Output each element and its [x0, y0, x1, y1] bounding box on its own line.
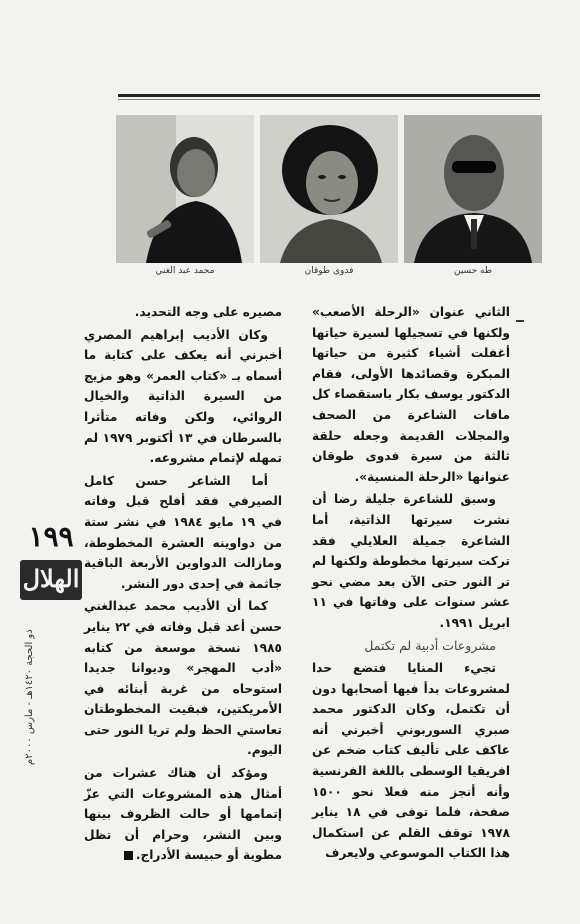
portrait-fadwa-tuqan-icon — [260, 115, 398, 263]
margin-mark — [516, 320, 524, 322]
article-column-right — [312, 302, 510, 866]
paragraph: أما الشاعر حسن كامل الصيرفي فقد أفلح قبل وفاته في ١٩ مايو ١٩٨٤ في نشر ستة من دواوينه العشرة المخطوطة، ومازالت الدواوين الأربعة الباقية جاثمة في إحدى دور النشر. — [84, 473, 282, 591]
photo-taha-hussein — [404, 115, 542, 263]
end-of-article-icon — [124, 851, 133, 860]
paragraph: الثاني عنوان «الرحلة الأصعب» ولكنها في تسجيلها لسيرة حياتها أغفلت أشياء كثيرة من حياتها المبكرة وقصائدها الأولى، فقام الدكتور يوسف بكار باستقصاء كل مافات الشاعرة من الصحف والمجلات القديمة وجعله حلقة ثالثة من سيرة فدوى طوقان عنوانها «الرحلة المنسية». — [312, 305, 510, 484]
caption-fadwa-tuqan: فدوى طوقان — [304, 266, 354, 276]
portrait-mohamed-abdelghani-icon — [116, 115, 254, 263]
caption-taha-hussein: طه حسين — [453, 266, 492, 276]
section-subheading: مشروعات أدبية لم تكتمل — [364, 637, 496, 653]
issue-date: ذو الحجة ١٤٢٠هـ - مارس ٢٠٠٠م — [24, 629, 35, 765]
paragraph-final — [84, 763, 282, 866]
page-number: ١٩٩ — [28, 520, 74, 553]
paragraph: وسبق للشاعرة جليلة رضا أن نشرت سيرتها الذاتية، أما الشاعرة جميلة العلايلي فقد تركت سيرتها مخطوطة ولكنها لم تر النور حتى الآن بعد مضي نحو عشر سنوات على وفاتها في ١١ ابريل ١٩٩١. — [312, 492, 510, 630]
paragraph-final-text: ومؤكد أن هناك عشرات من أمثال هذه المشروعات التي عزّ إتمامها أو حالت الظروف بينها وبين النشر، وحرام أن تظل مطوية أو حبيسة الأدراج. — [84, 766, 282, 863]
paragraph: تجيء المنايا فتضع حدا لمشروعات بدأ فيها أصحابها دون أن تكتمل، وكان الدكتور محمد صبري السوربوني أخبرني أنه عاكف على تأليف كتاب ضخم عن افريقيا الوسطى باللغة الفرنسية وأنه أنجز منه فعلا نحو ١٥٠٠ صفحة، فلما توفى في ١٨ يناير ١٩٧٨ توقف القلم عن استكمال هذا الكتاب الموسوعي ولايعرف — [312, 661, 510, 861]
header-rule-thin — [118, 99, 540, 100]
header-rule — [118, 94, 540, 97]
caption-mohamed-abdelghani: محمد عبد الغني — [155, 266, 215, 276]
paragraph: مصيره على وجه التحديد. — [134, 305, 282, 319]
paragraph: كما أن الأديب محمد عبدالغني حسن أعد قبل وفاته في ٢٢ يناير ١٩٨٥ نسخة موسعة من كتابه «أدب المهجر» وديوانا جديدا استوحاه من غربة أبنائه في الأمريكتين، فبقيت المخطوطتان تعاستي الحظ ولم تريا النور حتى اليوم. — [84, 599, 283, 758]
magazine-logo: الهلال — [20, 560, 82, 600]
paragraph: وكان الأديب إبراهيم المصري أخبرني أنه يعكف على كتابة ما أسماه بـ «كتاب العمر» وهو مزيج من السيرة الذاتية والخيال الروائي، ولكن وفاته متأثرا بالسرطان في ١٣ أكتوبر ١٩٧٩ لم تمهله لإتمام مشروعه. — [84, 327, 282, 466]
photo-mohamed-abdelghani — [116, 115, 254, 263]
portrait-taha-hussein-icon — [404, 115, 542, 263]
photo-fadwa-tuqan — [260, 115, 398, 263]
article-column-left — [84, 302, 282, 868]
